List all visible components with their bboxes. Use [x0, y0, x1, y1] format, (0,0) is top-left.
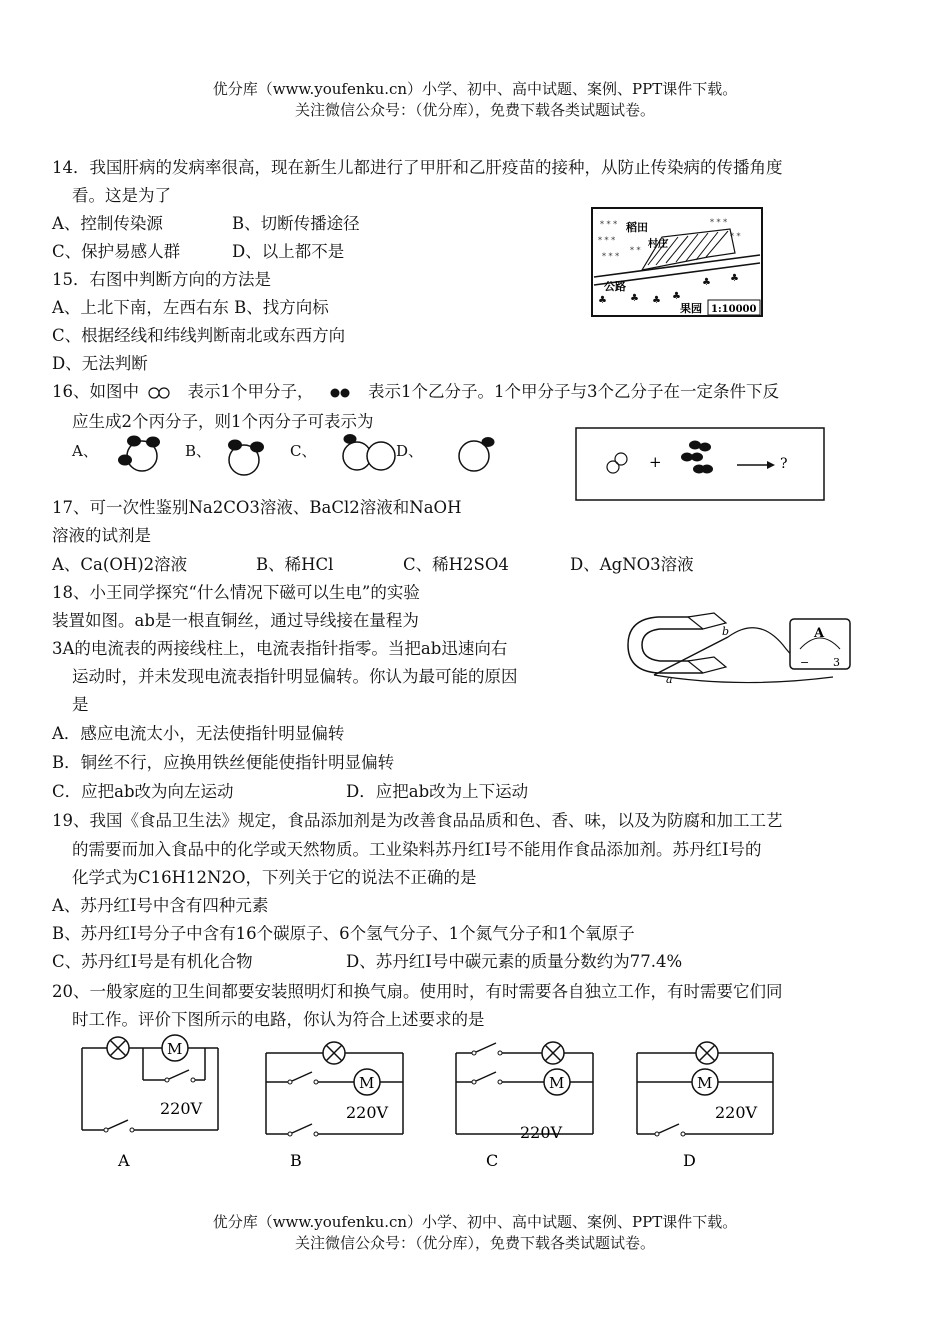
- q18-stem-4: 运动时，并未发现电流表指针明显偏转。你认为最可能的原因: [72, 667, 518, 686]
- q20-stem-2: 时工作。评价下图所示的电路，你认为符合上述要求的是: [72, 1010, 485, 1029]
- ammeter-three: 3: [833, 656, 840, 669]
- q15-option-d: D、无法判断: [52, 354, 148, 373]
- q18-option-b: B．铜丝不行，应换用铁丝便能使指针明显偏转: [52, 753, 395, 772]
- q18-option-d: D．应把ab改为上下运动: [346, 782, 529, 801]
- circuit-b-label: B: [290, 1151, 302, 1170]
- q18-option-c: C．应把ab改为向左运动: [52, 782, 234, 801]
- q16-option-a-molecule: [118, 436, 160, 472]
- circuit-a-voltage: 220V: [160, 1099, 203, 1118]
- circuits-figure: [70, 1028, 790, 1178]
- map-scale: 1:10000: [711, 304, 757, 315]
- svg-text:♣: ♣: [730, 273, 739, 284]
- svg-text:* * *: * * *: [598, 236, 616, 245]
- q16-stem-1a: 16、如图中: [52, 382, 139, 401]
- circuit-a-label: A: [118, 1151, 130, 1170]
- footer-line-1: 优分库（www.youfenku.cn）小学、初中、高中试题、案例、PPT课件下载。: [212, 1213, 738, 1231]
- magnet-figure: [618, 605, 863, 690]
- svg-text:♣: ♣: [652, 295, 661, 306]
- label-a: a: [666, 673, 673, 686]
- circuit-c-voltage: 220V: [520, 1123, 563, 1142]
- circuit-d-voltage: 220V: [715, 1103, 758, 1122]
- map-label-orchard: 果园: [680, 302, 702, 315]
- q14-stem-2: 看。这是为了: [72, 186, 171, 205]
- q18-stem-1: 18、小王同学探究“什么情况下磁可以生电”的实验: [52, 583, 420, 602]
- circuit-c-label: C: [486, 1151, 499, 1170]
- q14-option-b: B、切断传播途径: [232, 214, 360, 233]
- header-line-1: 优分库（www.youfenku.cn）小学、初中、高中试题、案例、PPT课件下载。: [212, 80, 738, 98]
- map-label-village: 村庄: [648, 239, 668, 250]
- svg-text:* * *: * * *: [602, 252, 620, 261]
- q18-stem-2: 装置如图。ab是一根直铜丝，通过导线接在量程为: [52, 611, 419, 630]
- q16-label-d: D、: [396, 442, 424, 460]
- circuit-b-motor: M: [359, 1074, 375, 1092]
- q14-option-c: C、保护易感人群: [52, 242, 181, 261]
- q16-stem-1c: 表示1个乙分子。1个甲分子与3个乙分子在一定条件下反: [368, 382, 779, 401]
- q14-stem-1: 14．我国肝病的发病率很高，现在新生儿都进行了甲肝和乙肝疫苗的接种，从防止传染病的传播角度: [52, 158, 783, 177]
- svg-text:* * *: * * *: [710, 218, 728, 227]
- map-label-paddy: 稻田: [626, 221, 648, 234]
- circuit-b-voltage: 220V: [346, 1103, 389, 1122]
- q15-option-ab: A、上北下南，左西右东 B、找方向标: [52, 298, 329, 317]
- circuit-d-motor: M: [697, 1074, 713, 1092]
- q17-option-b: B、稀HCl: [256, 555, 334, 574]
- q16-options-figure: [110, 430, 530, 480]
- q19-option-b: B、苏丹红Ⅰ号分子中含有16个碳原子、6个氢气分子、1个氮气分子和1个氧原子: [52, 924, 635, 943]
- q17-option-a: A、Ca(OH)2溶液: [52, 555, 188, 574]
- svg-text:* * *: * * *: [600, 220, 618, 229]
- q19-option-a: A、苏丹红Ⅰ号中含有四种元素: [52, 896, 269, 915]
- q17-option-c: C、稀H2SO4: [403, 555, 509, 574]
- q16-label-b: B、: [185, 442, 212, 460]
- q18-stem-3: 3A的电流表的两接线柱上，电流表指针指零。当把ab迅速向右: [52, 639, 508, 658]
- svg-text:♣: ♣: [672, 291, 681, 302]
- map-label-road: 公路: [604, 280, 626, 293]
- reaction-figure: [575, 427, 827, 503]
- header-line-2: 关注微信公众号：（优分库），免费下载各类试题试卷。: [294, 101, 655, 119]
- q20-stem-1: 20、一般家庭的卫生间都要安装照明灯和换气扇。使用时，有时需要各自独立工作，有时需要它们同: [52, 982, 783, 1001]
- q18-stem-5: 是: [72, 695, 89, 714]
- q19-stem-3: 化学式为C16H12N2O，下列关于它的说法不正确的是: [72, 868, 477, 887]
- map-figure: [590, 205, 765, 320]
- q16-stem-2: 应生成2个丙分子，则1个丙分子可表示为: [72, 412, 374, 431]
- ammeter-label: A: [814, 626, 825, 641]
- q17-option-d: D、AgNO3溶液: [570, 555, 694, 574]
- reaction-plus: +: [649, 453, 662, 471]
- q16-option-d-molecule: [459, 437, 495, 471]
- svg-text:♣: ♣: [598, 295, 607, 306]
- lead-wire-2: [654, 675, 833, 683]
- circuit-d-label: D: [683, 1151, 696, 1170]
- svg-text:♣: ♣: [702, 277, 711, 288]
- q19-stem-2: 的需要而加入食品中的化学或天然物质。工业染料苏丹红Ⅰ号不能用作食品添加剂。苏丹红Ⅰ号的: [72, 840, 762, 859]
- circuit-c-motor: M: [549, 1074, 565, 1092]
- svg-text:* *: * *: [730, 232, 741, 241]
- q19-option-d: D、苏丹红Ⅰ号中碳元素的质量分数约为77.4%: [346, 952, 683, 971]
- q15-stem: 15．右图中判断方向的方法是: [52, 270, 271, 289]
- q19-option-c: C、苏丹红Ⅰ号是有机化合物: [52, 952, 253, 971]
- q16-label-a: A、: [72, 442, 98, 460]
- q16-option-b-molecule: [228, 440, 264, 476]
- molecule-yi-icon: [319, 386, 363, 400]
- ammeter-minus: −: [800, 656, 810, 669]
- q18-option-a: A．感应电流太小，无法使指针明显偏转: [52, 724, 345, 743]
- q17-stem-1: 17、可一次性鉴别Na2CO3溶液、BaCl2溶液和NaOH: [52, 498, 462, 517]
- q16-label-c: C、: [290, 442, 317, 460]
- q16-stem-1: [52, 380, 779, 404]
- magnet-inner: [642, 629, 703, 661]
- circuit-a-motor: M: [167, 1040, 183, 1058]
- label-b: b: [722, 625, 730, 638]
- q19-stem-1: 19、我国《食品卫生法》规定，食品添加剂是为改善食品品质和色、香、味，以及为防腐和加工工艺: [52, 811, 783, 830]
- molecule-jia-icon: [144, 386, 182, 400]
- reaction-question: ?: [780, 456, 788, 472]
- q16-stem-1b: 表示1个甲分子，: [187, 382, 314, 401]
- circuit-c: [456, 1053, 593, 1134]
- q15-option-c: C、根据经线和纬线判断南北或东西方向: [52, 326, 346, 345]
- footer-line-2: 关注微信公众号：（优分库），免费下载各类试题试卷。: [294, 1234, 655, 1252]
- svg-text:* *: * *: [630, 246, 641, 255]
- q17-stem-2: 溶液的试剂是: [52, 526, 151, 545]
- q16-option-c-molecule: [343, 434, 395, 470]
- q14-option-a: A、控制传染源: [52, 214, 163, 233]
- q14-option-d: D、以上都不是: [232, 242, 345, 261]
- svg-text:♣: ♣: [630, 293, 639, 304]
